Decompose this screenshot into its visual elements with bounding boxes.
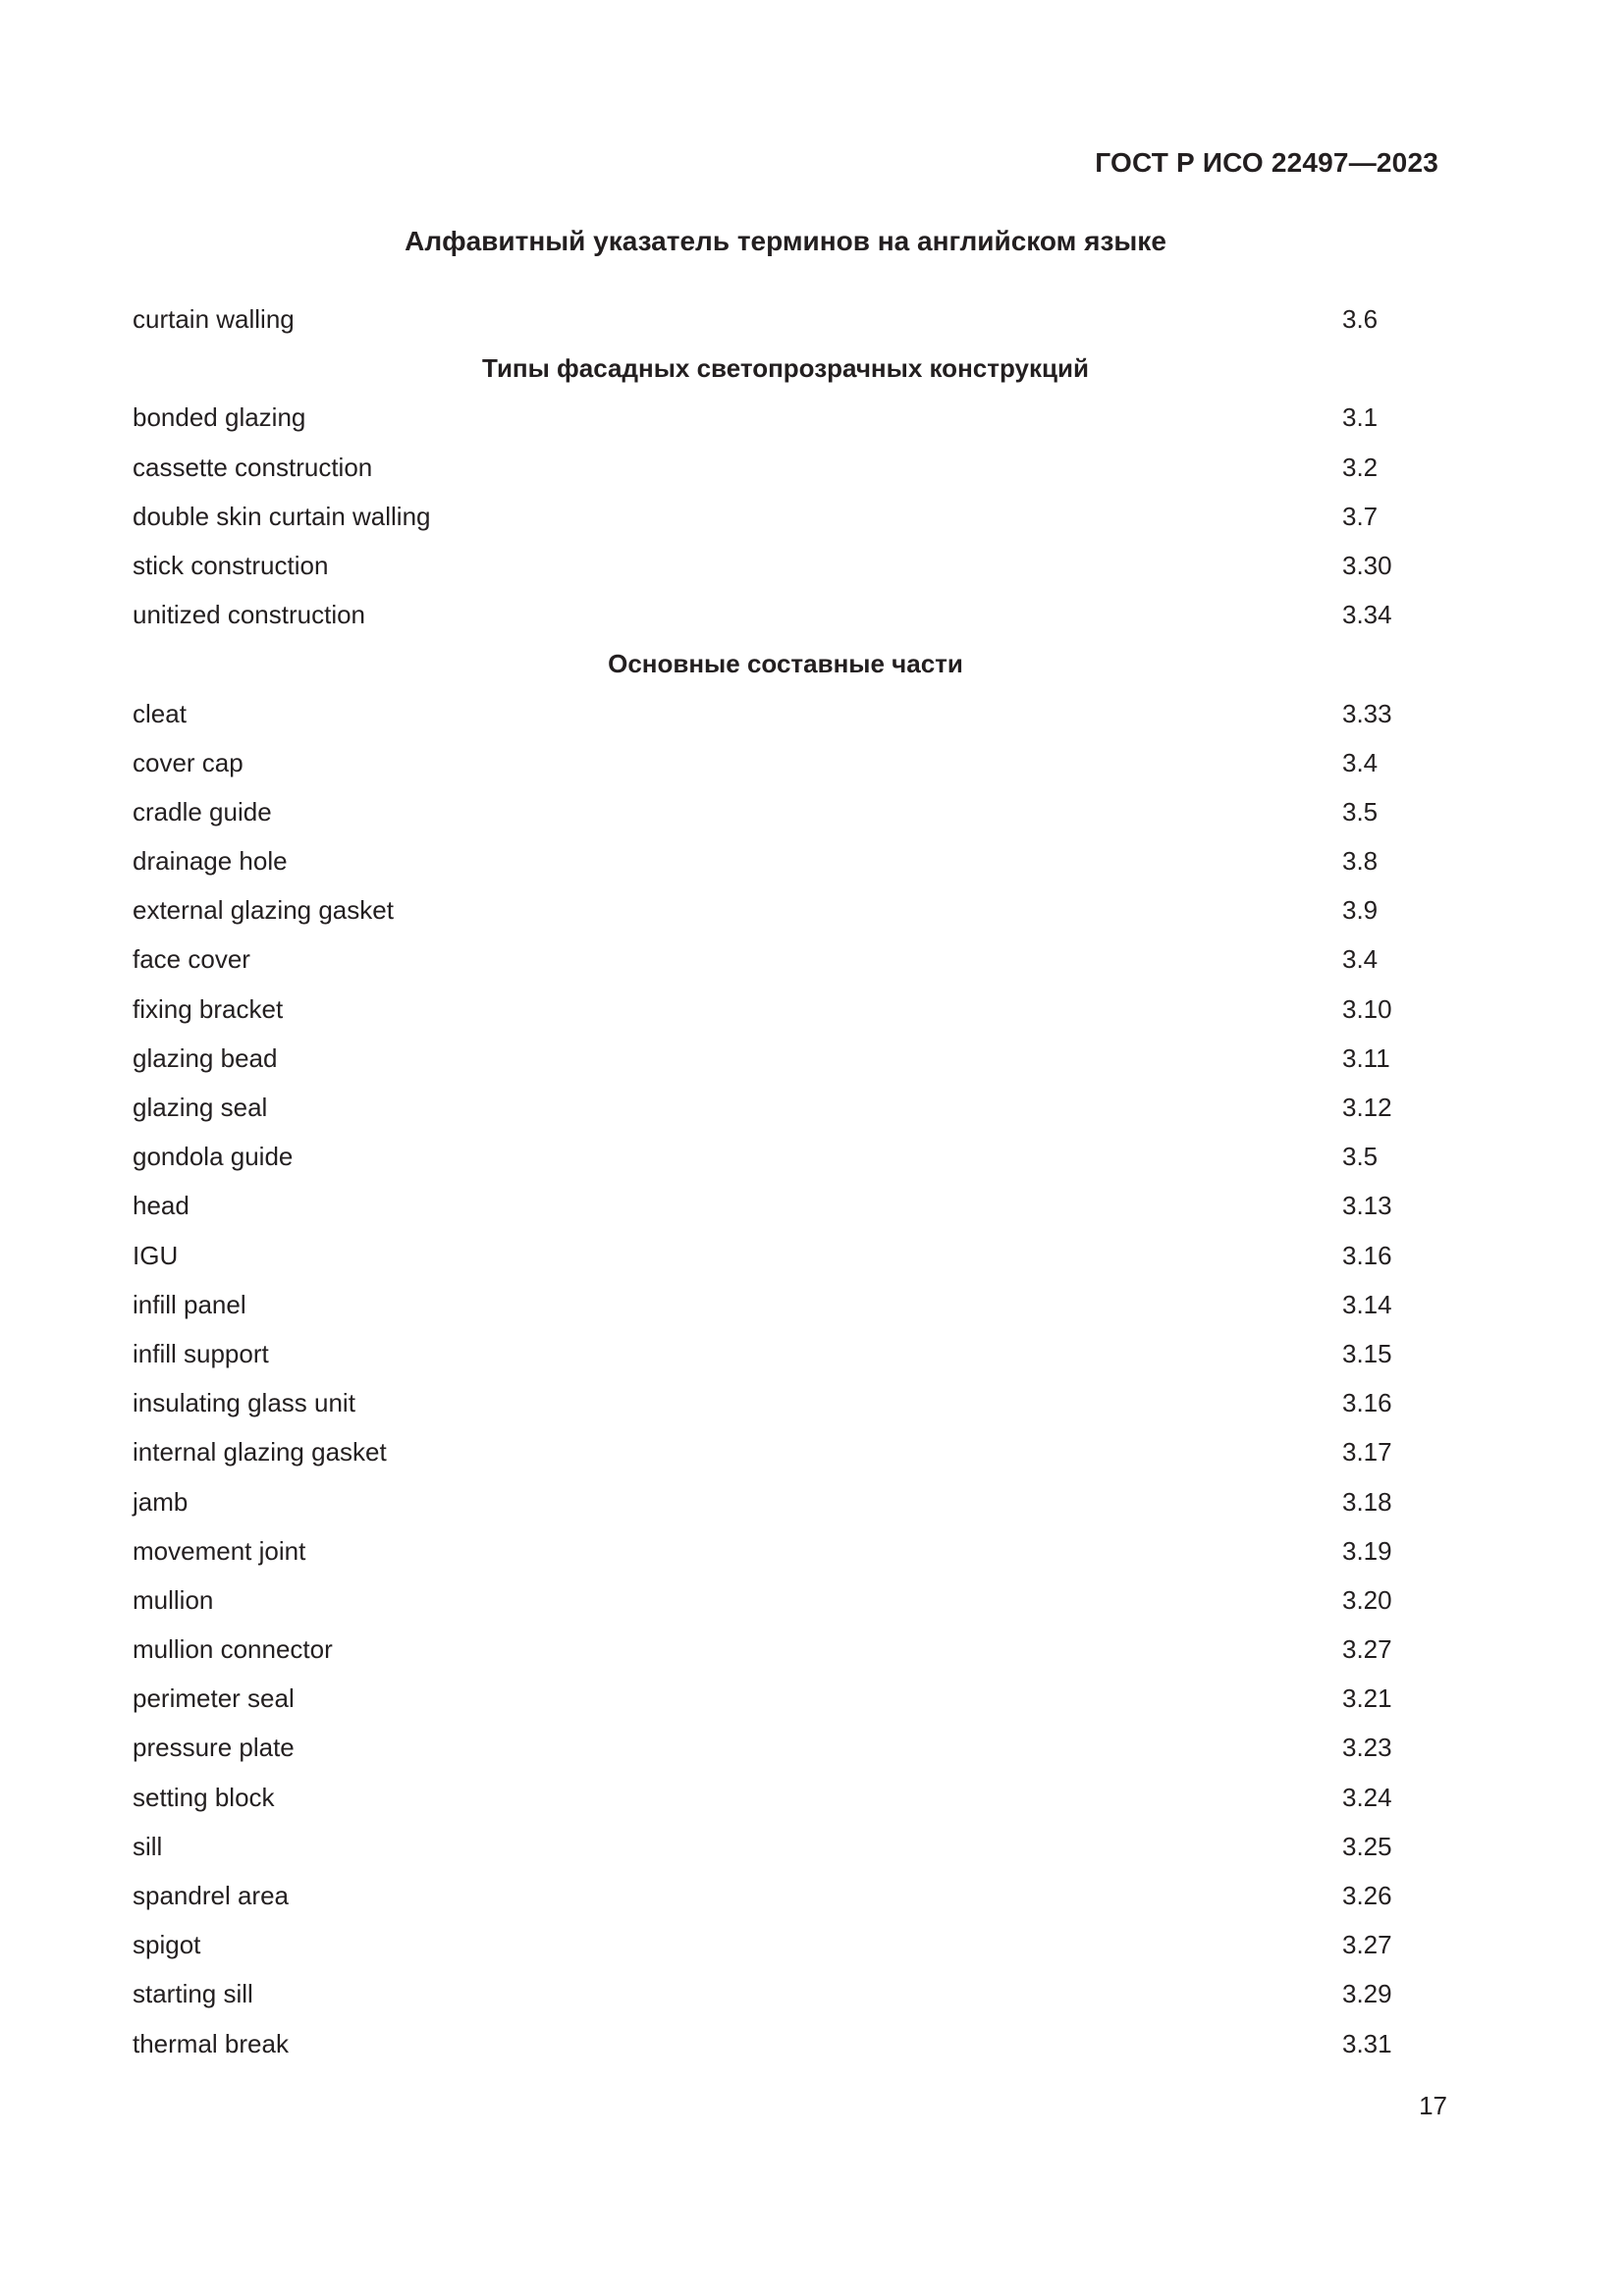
index-entry	[133, 738, 1438, 787]
index-entry	[133, 1181, 1438, 1230]
entry-term: gondola guide	[133, 1142, 294, 1172]
index-entry	[133, 1723, 1438, 1772]
entry-term: glazing seal	[133, 1093, 268, 1122]
group-heading: Типы фасадных светопрозрачных конструкций	[482, 353, 1089, 384]
entry-term: face cover	[133, 944, 250, 975]
entry-term: setting block	[133, 1782, 275, 1812]
index-entry	[133, 1427, 1438, 1476]
entry-reference: 3.20	[1342, 1584, 1392, 1615]
index-entry	[133, 1575, 1438, 1625]
entry-term: IGU	[133, 1240, 179, 1270]
index-entry	[133, 1034, 1438, 1083]
entry-term: cassette construction	[133, 452, 373, 482]
entry-reference: 3.27	[1342, 1930, 1392, 1960]
entry-reference: 3.31	[1342, 2028, 1392, 2058]
entry-reference: 3.18	[1342, 1486, 1392, 1517]
index-entry	[133, 1132, 1438, 1181]
entry-reference: 3.24	[1342, 1782, 1392, 1812]
entry-reference: 3.21	[1342, 1683, 1392, 1714]
entry-term: curtain walling	[133, 304, 295, 334]
entry-term: external glazing gasket	[133, 895, 394, 926]
entry-term: spandrel area	[133, 1881, 289, 1910]
index-entry	[133, 787, 1438, 836]
index-entry	[133, 393, 1438, 442]
entry-term: infill panel	[133, 1289, 246, 1319]
entry-reference: 3.25	[1342, 1831, 1392, 1861]
index-entry	[133, 1822, 1438, 1871]
entry-reference: 3.11	[1342, 1042, 1390, 1073]
entry-term: spigot	[133, 1930, 201, 1960]
index-entry	[133, 541, 1438, 590]
entry-reference: 3.8	[1342, 846, 1379, 877]
entry-reference: 3.26	[1342, 1881, 1392, 1910]
entry-reference: 3.29	[1342, 1979, 1392, 2009]
entry-term: glazing bead	[133, 1042, 278, 1073]
index-entry	[133, 1329, 1438, 1378]
entry-term: stick construction	[133, 550, 329, 580]
index-entry	[133, 885, 1438, 934]
entry-reference: 3.7	[1342, 501, 1379, 531]
index-entry	[133, 1871, 1438, 1920]
index-entry	[133, 985, 1438, 1034]
entry-reference: 3.33	[1342, 698, 1392, 728]
index-entry	[133, 1969, 1438, 2018]
index-entry	[133, 1477, 1438, 1526]
entry-term: mullion connector	[133, 1634, 333, 1665]
entry-term: head	[133, 1191, 189, 1221]
term-index	[133, 294, 1438, 2068]
entry-term: sill	[133, 1831, 163, 1861]
index-entry	[133, 934, 1438, 984]
index-entry	[133, 1526, 1438, 1575]
entry-reference: 3.6	[1342, 304, 1379, 334]
entry-term: cover cap	[133, 747, 244, 777]
entry-reference: 3.5	[1342, 796, 1379, 827]
entry-reference: 3.13	[1342, 1191, 1392, 1221]
entry-reference: 3.5	[1342, 1142, 1379, 1172]
entry-reference: 3.19	[1342, 1535, 1392, 1566]
index-entry	[133, 492, 1438, 541]
entry-reference: 3.4	[1342, 747, 1379, 777]
index-entry	[133, 443, 1438, 492]
entry-reference: 3.2	[1342, 452, 1379, 482]
entry-term: cleat	[133, 698, 187, 728]
entry-term: infill support	[133, 1338, 269, 1368]
entry-term: movement joint	[133, 1535, 306, 1566]
index-entry	[133, 836, 1438, 885]
index-entry	[133, 1378, 1438, 1427]
entry-term: jamb	[133, 1486, 189, 1517]
index-entry	[133, 1773, 1438, 1822]
index-entry	[133, 689, 1438, 738]
page-number: 17	[1419, 2091, 1447, 2120]
entry-term: cradle guide	[133, 796, 272, 827]
entry-term: mullion	[133, 1584, 214, 1615]
group-heading: Основные составные части	[608, 649, 963, 679]
entry-reference: 3.12	[1342, 1093, 1392, 1122]
entry-reference: 3.1	[1342, 402, 1379, 433]
entry-reference: 3.34	[1342, 600, 1392, 630]
entry-reference: 3.23	[1342, 1733, 1392, 1763]
entry-term: thermal break	[133, 2028, 289, 2058]
entry-reference: 3.16	[1342, 1240, 1392, 1270]
entry-term: double skin curtain walling	[133, 501, 431, 531]
entry-reference: 3.4	[1342, 944, 1379, 975]
entry-reference: 3.27	[1342, 1634, 1392, 1665]
entry-term: drainage hole	[133, 846, 288, 877]
entry-term: pressure plate	[133, 1733, 295, 1763]
entry-term: internal glazing gasket	[133, 1437, 387, 1468]
entry-term: fixing bracket	[133, 993, 284, 1024]
entry-reference: 3.30	[1342, 550, 1392, 580]
entry-term: bonded glazing	[133, 402, 306, 433]
index-entry	[133, 294, 1438, 344]
index-entry	[133, 1231, 1438, 1280]
document-code: ГОСТ Р ИСО 22497—2023	[1095, 147, 1438, 178]
entry-term: perimeter seal	[133, 1683, 295, 1714]
entry-term: unitized construction	[133, 600, 366, 630]
index-title: Алфавитный указатель терминов на английском языке	[405, 226, 1166, 256]
index-entry	[133, 590, 1438, 639]
index-entry	[133, 1920, 1438, 1969]
index-entry	[133, 1280, 1438, 1329]
entry-reference: 3.10	[1342, 993, 1392, 1024]
entry-reference: 3.16	[1342, 1388, 1392, 1418]
entry-reference: 3.14	[1342, 1289, 1392, 1319]
entry-reference: 3.17	[1342, 1437, 1392, 1468]
index-entry	[133, 2019, 1438, 2068]
index-entry	[133, 1625, 1438, 1674]
index-entry	[133, 1674, 1438, 1723]
entry-reference: 3.15	[1342, 1338, 1392, 1368]
entry-term: insulating glass unit	[133, 1388, 355, 1418]
index-entry	[133, 1083, 1438, 1132]
entry-term: starting sill	[133, 1979, 253, 2009]
entry-reference: 3.9	[1342, 895, 1379, 926]
